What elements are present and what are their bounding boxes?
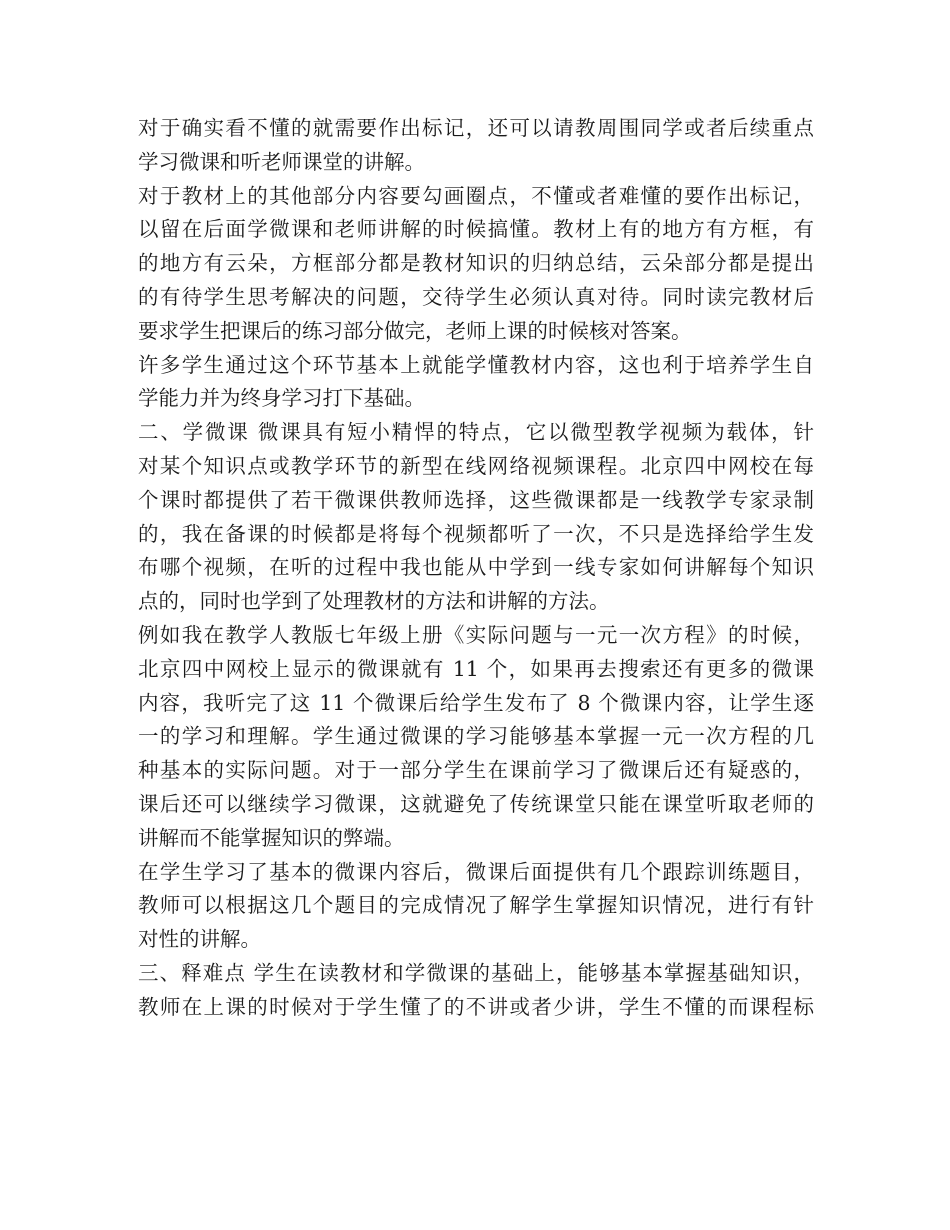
text-line: 三、释难点 学生在读教材和学微课的基础上，能够基本掌握基础知识， (138, 960, 814, 985)
text-line: 的，我在备课的时候都是将每个视频都听了一次，不只是选择给学生发 (138, 521, 814, 546)
text-line: 学习微课和听老师课堂的讲解。 (138, 149, 425, 174)
text-line: 的地方有云朵，方框部分都是教材知识的归纳总结，云朵部分都是提出 (138, 251, 814, 276)
text-line: 的有待学生思考解决的问题，交待学生必须认真对待。同时读完教材后 (138, 284, 814, 309)
text-line: 北京四中网校上显示的微课就有 11 个，如果再去搜索还有更多的微课 (138, 656, 814, 681)
text-line: 种基本的实际问题。对于一部分学生在课前学习了微课后还有疑惑的， (138, 758, 814, 783)
text-line: 要求学生把课后的练习部分做完，老师上课的时候核对答案。 (138, 318, 692, 343)
text-line: 课后还可以继续学习微课，这就避免了传统课堂只能在课堂听取老师的 (138, 791, 814, 816)
document-body-text (138, 112, 814, 1025)
text-line: 一的学习和理解。学生通过微课的学习能够基本掌握一元一次方程的几 (138, 724, 814, 749)
text-line: 对于确实看不懂的就需要作出标记，还可以请教周围同学或者后续重点 (138, 116, 814, 140)
text-line: 教师在上课的时候对于学生懂了的不讲或者少讲，学生不懂的而课程标 (138, 994, 814, 1019)
text-line: 讲解而不能掌握知识的弊端。 (138, 825, 405, 850)
text-line: 内容，我听完了这 11 个微课后给学生发布了 8 个微课内容，让学生逐 (138, 690, 814, 715)
text-line: 教师可以根据这几个题目的完成情况了解学生掌握知识情况，进行有针 (138, 893, 814, 918)
text-line: 对性的讲解。 (138, 927, 261, 952)
text-line: 许多学生通过这个环节基本上就能学懂教材内容，这也利于培养学生自 (138, 352, 814, 377)
text-line: 例如我在教学人教版七年级上册《实际问题与一元一次方程》的时候， (138, 622, 814, 647)
text-line: 在学生学习了基本的微课内容后，微课后面提供有几个跟踪训练题目， (138, 859, 814, 884)
text-line: 对某个知识点或教学环节的新型在线网络视频课程。北京四中网校在每 (138, 453, 814, 478)
text-line: 个课时都提供了若干微课供教师选择，这些微课都是一线教学专家录制 (138, 487, 814, 512)
text-line: 以留在后面学微课和老师讲解的时候搞懂。教材上有的地方有方框，有 (138, 217, 814, 242)
text-line: 布哪个视频，在听的过程中我也能从中学到一线专家如何讲解每个知识 (138, 555, 814, 580)
text-line: 对于教材上的其他部分内容要勾画圈点，不懂或者难懂的要作出标记， (138, 183, 814, 208)
text-line: 二、学微课 微课具有短小精悍的特点，它以微型教学视频为载体，针 (138, 420, 814, 445)
text-line: 点的，同时也学到了处理教材的方法和讲解的方法。 (138, 589, 610, 614)
text-line: 学能力并为终身学习打下基础。 (138, 386, 425, 411)
